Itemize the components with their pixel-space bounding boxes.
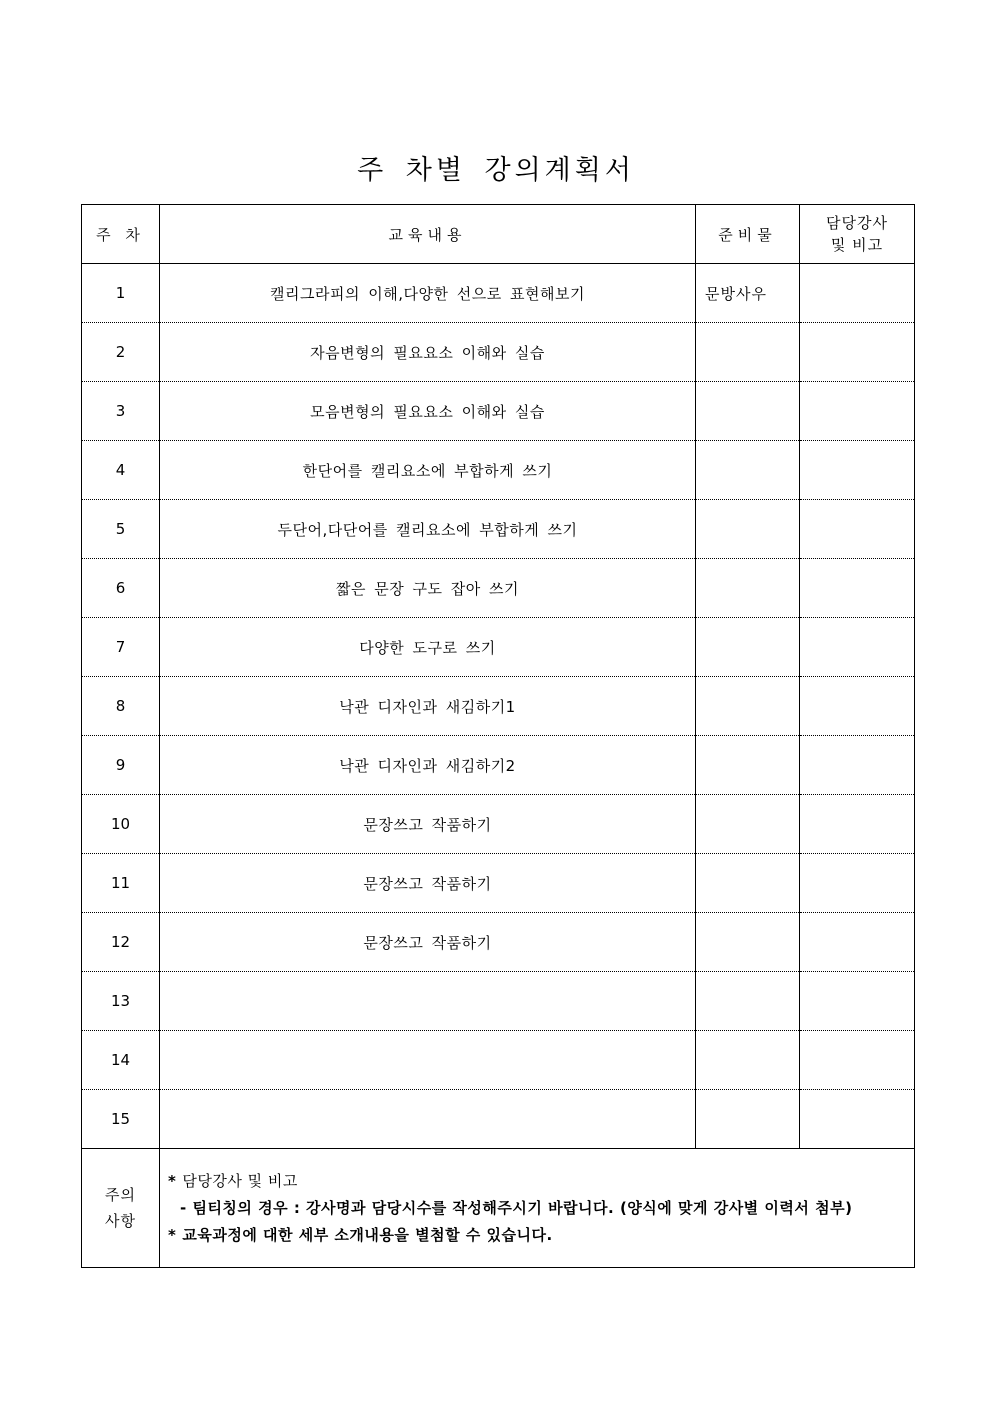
content-cell: 모음변형의 필요요소 이해와 실습 (160, 382, 696, 441)
instructor-cell (800, 736, 915, 795)
table-row (82, 1090, 915, 1149)
note-text-3: 교육과정에 대한 세부 소개내용을 별첨할 수 있습니다. (182, 1225, 553, 1244)
content-cell: 문장쓰고 작품하기 (160, 913, 696, 972)
prep-cell (696, 1031, 800, 1090)
instructor-cell (800, 1090, 915, 1149)
prep-cell (696, 441, 800, 500)
prep-cell: 문방사우 (696, 264, 800, 323)
instructor-cell (800, 264, 915, 323)
note-line-2: - 팀티칭의 경우 : 강사명과 담당시수를 작성해주시기 바랍니다. (양식에 맞게 강사별 이력서 첨부) (180, 1198, 853, 1217)
prep-cell (696, 1090, 800, 1149)
notes-row (82, 1149, 915, 1268)
week-number-cell: 15 (82, 1090, 160, 1149)
instructor-header-line2: 및 비고 (830, 236, 884, 254)
instructor-cell (800, 1031, 915, 1090)
table-row (82, 1031, 915, 1090)
week-number-cell: 13 (82, 972, 160, 1031)
table-row (82, 559, 915, 618)
table-row (82, 854, 915, 913)
instructor-cell (800, 500, 915, 559)
instructor-cell (800, 795, 915, 854)
table-row (82, 500, 915, 559)
week-number-cell: 1 (82, 264, 160, 323)
note-line-1 (168, 1168, 914, 1195)
instructor-header-line1: 담당강사 (826, 214, 888, 232)
instructor-cell (800, 854, 915, 913)
week-column-header: 주 차 (82, 205, 160, 264)
prep-cell (696, 854, 800, 913)
week-number-cell: 2 (82, 323, 160, 382)
instructor-cell (800, 559, 915, 618)
week-number-cell: 10 (82, 795, 160, 854)
instructor-cell (800, 677, 915, 736)
week-number-cell: 8 (82, 677, 160, 736)
prep-cell (696, 559, 800, 618)
content-column-header: 교육내용 (160, 205, 696, 264)
content-cell (160, 972, 696, 1031)
table-row (82, 677, 915, 736)
table-row (82, 382, 915, 441)
table-row (82, 972, 915, 1031)
week-number-cell: 4 (82, 441, 160, 500)
content-cell: 짧은 문장 구도 잡아 쓰기 (160, 559, 696, 618)
lecture-plan-table (81, 204, 915, 1268)
content-cell: 자음변형의 필요요소 이해와 실습 (160, 323, 696, 382)
prep-cell (696, 972, 800, 1031)
table-row (82, 441, 915, 500)
table-header-row (82, 205, 915, 264)
week-number-cell: 6 (82, 559, 160, 618)
page-title: 주 차별 강의계획서 (357, 155, 635, 186)
instructor-cell (800, 913, 915, 972)
prep-column-header: 준비물 (696, 205, 800, 264)
notes-label (82, 1149, 160, 1268)
notes-label-line2: 사항 (105, 1212, 136, 1230)
week-number-cell: 14 (82, 1031, 160, 1090)
week-number-cell: 7 (82, 618, 160, 677)
prep-cell (696, 736, 800, 795)
prep-cell (696, 618, 800, 677)
week-number-cell: 3 (82, 382, 160, 441)
table-row (82, 323, 915, 382)
content-cell: 다양한 도구로 쓰기 (160, 618, 696, 677)
instructor-cell (800, 618, 915, 677)
content-cell: 낙관 디자인과 새김하기2 (160, 736, 696, 795)
content-cell (160, 1090, 696, 1149)
week-number-cell: 11 (82, 854, 160, 913)
content-cell: 한단어를 캘리요소에 부합하게 쓰기 (160, 441, 696, 500)
content-cell: 두단어,다단어를 캘리요소에 부합하게 쓰기 (160, 500, 696, 559)
notes-label-line1: 주의 (105, 1186, 136, 1204)
content-cell (160, 1031, 696, 1090)
note-bullet: * (168, 1225, 177, 1244)
table-row (82, 913, 915, 972)
table-row (82, 736, 915, 795)
instructor-column-header (800, 205, 915, 264)
prep-cell (696, 500, 800, 559)
table-row (82, 795, 915, 854)
content-cell: 캘리그라피의 이해,다양한 선으로 표현해보기 (160, 264, 696, 323)
prep-cell (696, 677, 800, 736)
prep-cell (696, 323, 800, 382)
instructor-cell (800, 441, 915, 500)
content-cell: 문장쓰고 작품하기 (160, 795, 696, 854)
week-number-cell: 5 (82, 500, 160, 559)
table-row (82, 264, 915, 323)
prep-cell (696, 913, 800, 972)
instructor-cell (800, 323, 915, 382)
week-number-cell: 12 (82, 913, 160, 972)
instructor-cell (800, 972, 915, 1031)
instructor-cell (800, 382, 915, 441)
prep-cell (696, 795, 800, 854)
week-number-cell: 9 (82, 736, 160, 795)
notes-body (160, 1149, 915, 1268)
note-text-1: 담당강사 및 비고 (182, 1171, 298, 1190)
table-row (82, 618, 915, 677)
note-bullet: * (168, 1171, 177, 1190)
prep-cell (696, 382, 800, 441)
content-cell: 낙관 디자인과 새김하기1 (160, 677, 696, 736)
content-cell: 문장쓰고 작품하기 (160, 854, 696, 913)
note-line-3 (168, 1222, 914, 1249)
